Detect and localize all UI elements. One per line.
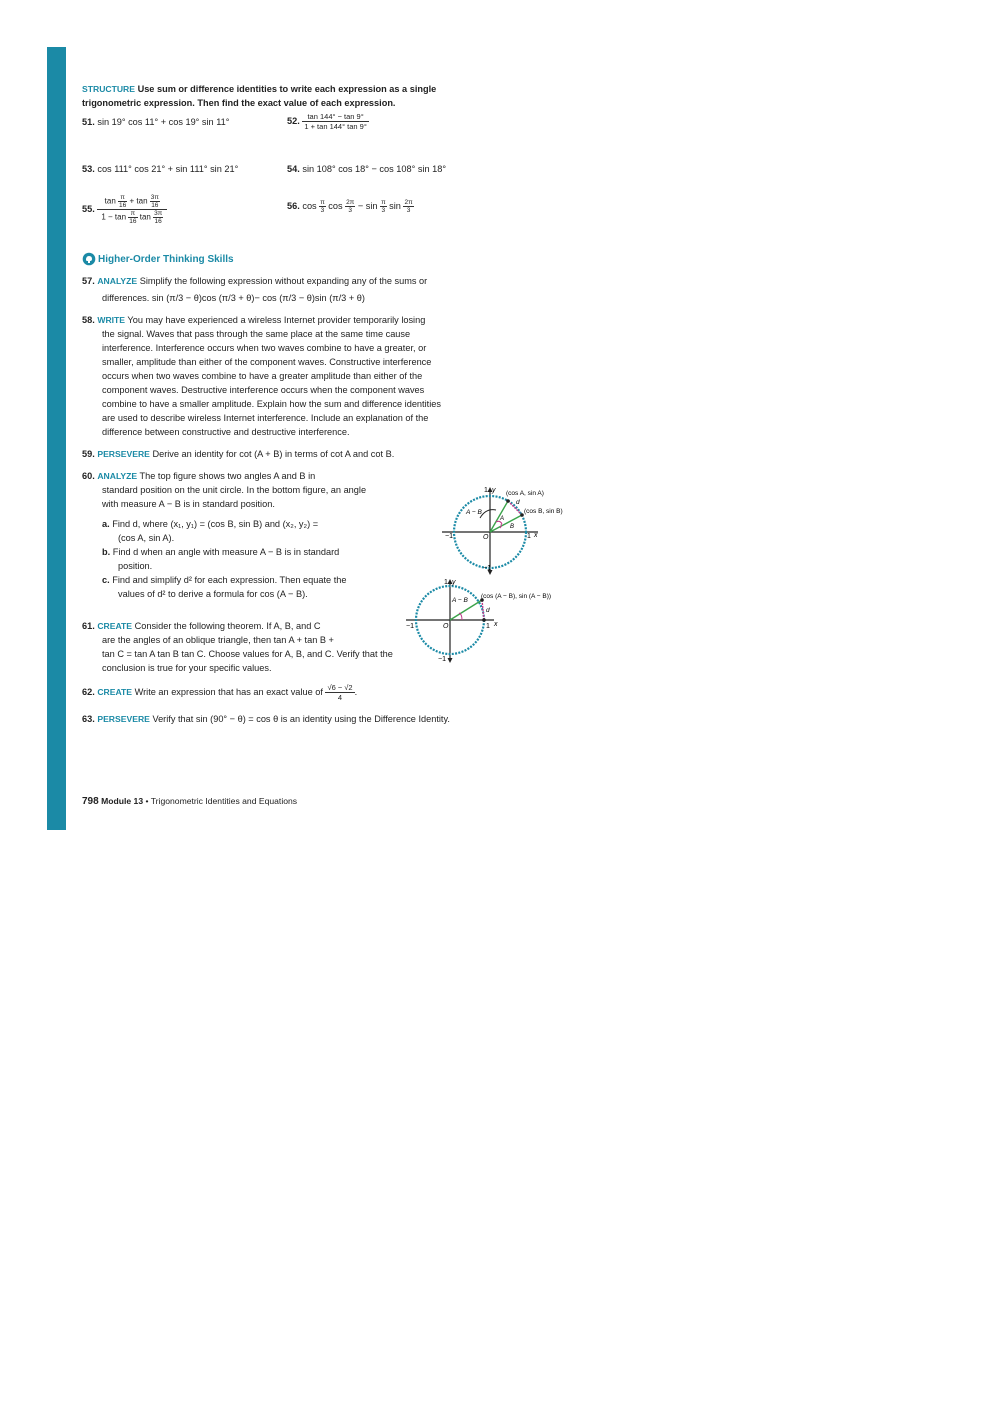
angle-A-label: A: [500, 516, 505, 522]
chapter-title: Trigonometric Identities and Equations: [150, 796, 298, 806]
fraction-55: tan $\frac{\pi}{16}$ + tan $\frac{3\pi}{16}$ 1 − tan $\frac{\pi}{16}$ tan $\frac{3\pi}{16}$: [97, 194, 167, 225]
tick-neg1-x: −1: [445, 533, 453, 540]
exercise-51: 51. sin 19° cos 11° + cos 19° sin 11°: [82, 117, 230, 127]
exercise-56: 56. cos $\frac{\pi}{3}$ cos $\frac{2\pi}{3}$ − sin $\frac{\pi}{3}$ sin $\frac{2\pi}{3}$: [287, 199, 413, 215]
exercise-52: 52. $\frac{\tan 144^\circ - \tan 9^\circ}{1 + \tan 144^\circ \tan 9^\circ}$: [287, 112, 367, 131]
y-axis-arrow-down-icon: [448, 658, 453, 663]
fraction-52: $\frac{\tan 144^\circ - \tan 9^\circ}{1 + \tan 144^\circ \tan 9^\circ}$: [304, 112, 367, 131]
structure-tag: STRUCTURE: [82, 84, 135, 94]
exercise-53: 53. cos 111° cos 21° + sin 111° sin 21°: [82, 164, 239, 174]
angle-AB-label: A − B: [452, 597, 468, 604]
tick-neg1-y: −1: [438, 656, 446, 663]
structure-line2: trigonometric expression. Then find the exact value of each expression.: [82, 98, 396, 108]
question-60a: a. Find d, where (x₁, y₁) = (cos B, sin B) and (x₂, y₂) = (cos A, sin A).: [102, 519, 319, 543]
point-label: (cos (A − B), sin (A − B)): [481, 593, 552, 600]
origin-label: O: [443, 623, 449, 630]
expression-57: sin (π/3 − θ)cos (π/3 + θ)− cos (π/3 − θ)sin (π/3 + θ): [151, 293, 365, 303]
exercise-row-55-56: [82, 194, 522, 228]
exercise-55: 55. tan $\frac{\pi}{16}$ + tan $\frac{3\pi}{16}$ 1 − tan $\frac{\pi}{16}$ tan $\frac{3\pi}{16}$: [82, 194, 167, 225]
exercise-row-53-54: [82, 162, 522, 176]
question-61: 61. CREATE Consider the following theorem. If A, B, and C are the angles of an oblique triangle, then tan A + tan B + tan C = tan A tan B tan C. Choose values for A, B, and C. Verify that the conclusion is true for your specific values.: [82, 621, 393, 673]
structure-line1: Use sum or difference identities to write each expression as a single: [137, 84, 437, 94]
point-A-label: (cos A, sin A): [506, 490, 544, 497]
angle-arc-AB: [480, 510, 496, 518]
x-label: x: [534, 532, 538, 539]
y-label: y: [492, 487, 496, 494]
page-footer: [82, 796, 297, 807]
structure-instruction: [82, 82, 522, 110]
point-one: [482, 618, 486, 622]
question-62: 62. CREATE Write an expression that has an exact value of $\frac{√6 - √2}{4}$ .: [82, 683, 358, 702]
fraction-62: $\frac{√6 - √2}{4}$: [327, 683, 353, 702]
question-60b: b. Find d when an angle with measure A − B is in standard position.: [102, 547, 340, 571]
d-label: d: [486, 607, 490, 614]
exercise-row-51-52: [82, 112, 522, 134]
hots-heading: [82, 252, 522, 268]
hots-title: Higher-Order Thinking Skills: [98, 254, 234, 265]
angle-AB-label: A − B: [466, 509, 482, 516]
question-60: 60. ANALYZE The top figure shows two angles A and B in standard position on the unit circle. In the bottom figure, an angle with measure A − B is in standard position. a. Find d, where (x₁, y₁) = (cos B, sin B) and (x₂, y₂) = (cos A, sin A). b. Find d when an angle with measure A − B is in standard position. c. Find and simplify d² for each expression. Then equate the values of d² to derive a formula for cos (A − B).: [82, 469, 402, 601]
tick-neg1-x: −1: [406, 623, 414, 630]
tick-1-y: 1: [484, 487, 488, 494]
footer-bullet: •: [145, 796, 149, 806]
question-59: 59. PERSEVERE Derive an identity for cot (A + B) in terms of cot A and cot B.: [82, 449, 395, 459]
page-number: 798: [82, 796, 99, 807]
brain-icon: [82, 252, 96, 266]
unit-circle-figure-bottom: [400, 576, 580, 664]
point-A: [506, 499, 510, 503]
exercise-54: 54. sin 108° cos 18° − cos 108° sin 18°: [287, 164, 447, 174]
origin-label: O: [483, 534, 489, 541]
distance-d: [482, 600, 484, 620]
d-label: d: [516, 499, 520, 506]
question-63: 63. PERSEVERE Verify that sin (90° − θ) = cos θ is an identity using the Difference Identity.: [82, 714, 450, 724]
tick-1-x: 1: [527, 533, 531, 540]
angle-B-label: B: [510, 524, 515, 530]
point-B-label: (cos B, sin B): [524, 508, 563, 515]
unit-circle-figure-top: [440, 484, 590, 576]
x-label: x: [494, 621, 498, 628]
page-side-bar: [47, 47, 66, 830]
y-label: y: [452, 579, 456, 586]
tick-1-x: 1: [486, 623, 490, 630]
question-60c: c. Find and simplify d² for each expression. Then equate the values of d² to derive a formula for cos (A − B).: [102, 575, 347, 599]
question-57: 57. ANALYZE Simplify the following expression without expanding any of the sums or differences. sin (π/3 − θ)cos (π/3 + θ)− cos (π/3 − θ)sin (π/3 + θ): [82, 276, 428, 303]
tick-1-y: 1: [444, 579, 448, 586]
question-58: 58. WRITE You may have experienced a wireless Internet provider temporarily losing the signal. Waves that pass through the same place at the same time cause interference. Interference occurs when two waves combine to have a greater, or smaller, amplitude than either of the component waves. Constructive interference occurs when two waves combine to have a greater amplitude than either of the component waves. Destructive interference occurs when the component waves combine to have a smaller amplitude. Explain how the sum and difference identities are used to describe wireless Internet interference. Include an explanation of the difference between constructive and destructive interference.: [82, 315, 441, 437]
tick-neg1-y: −1: [483, 565, 491, 572]
distance-d: [508, 501, 522, 515]
module-label: Module 13: [101, 796, 144, 806]
